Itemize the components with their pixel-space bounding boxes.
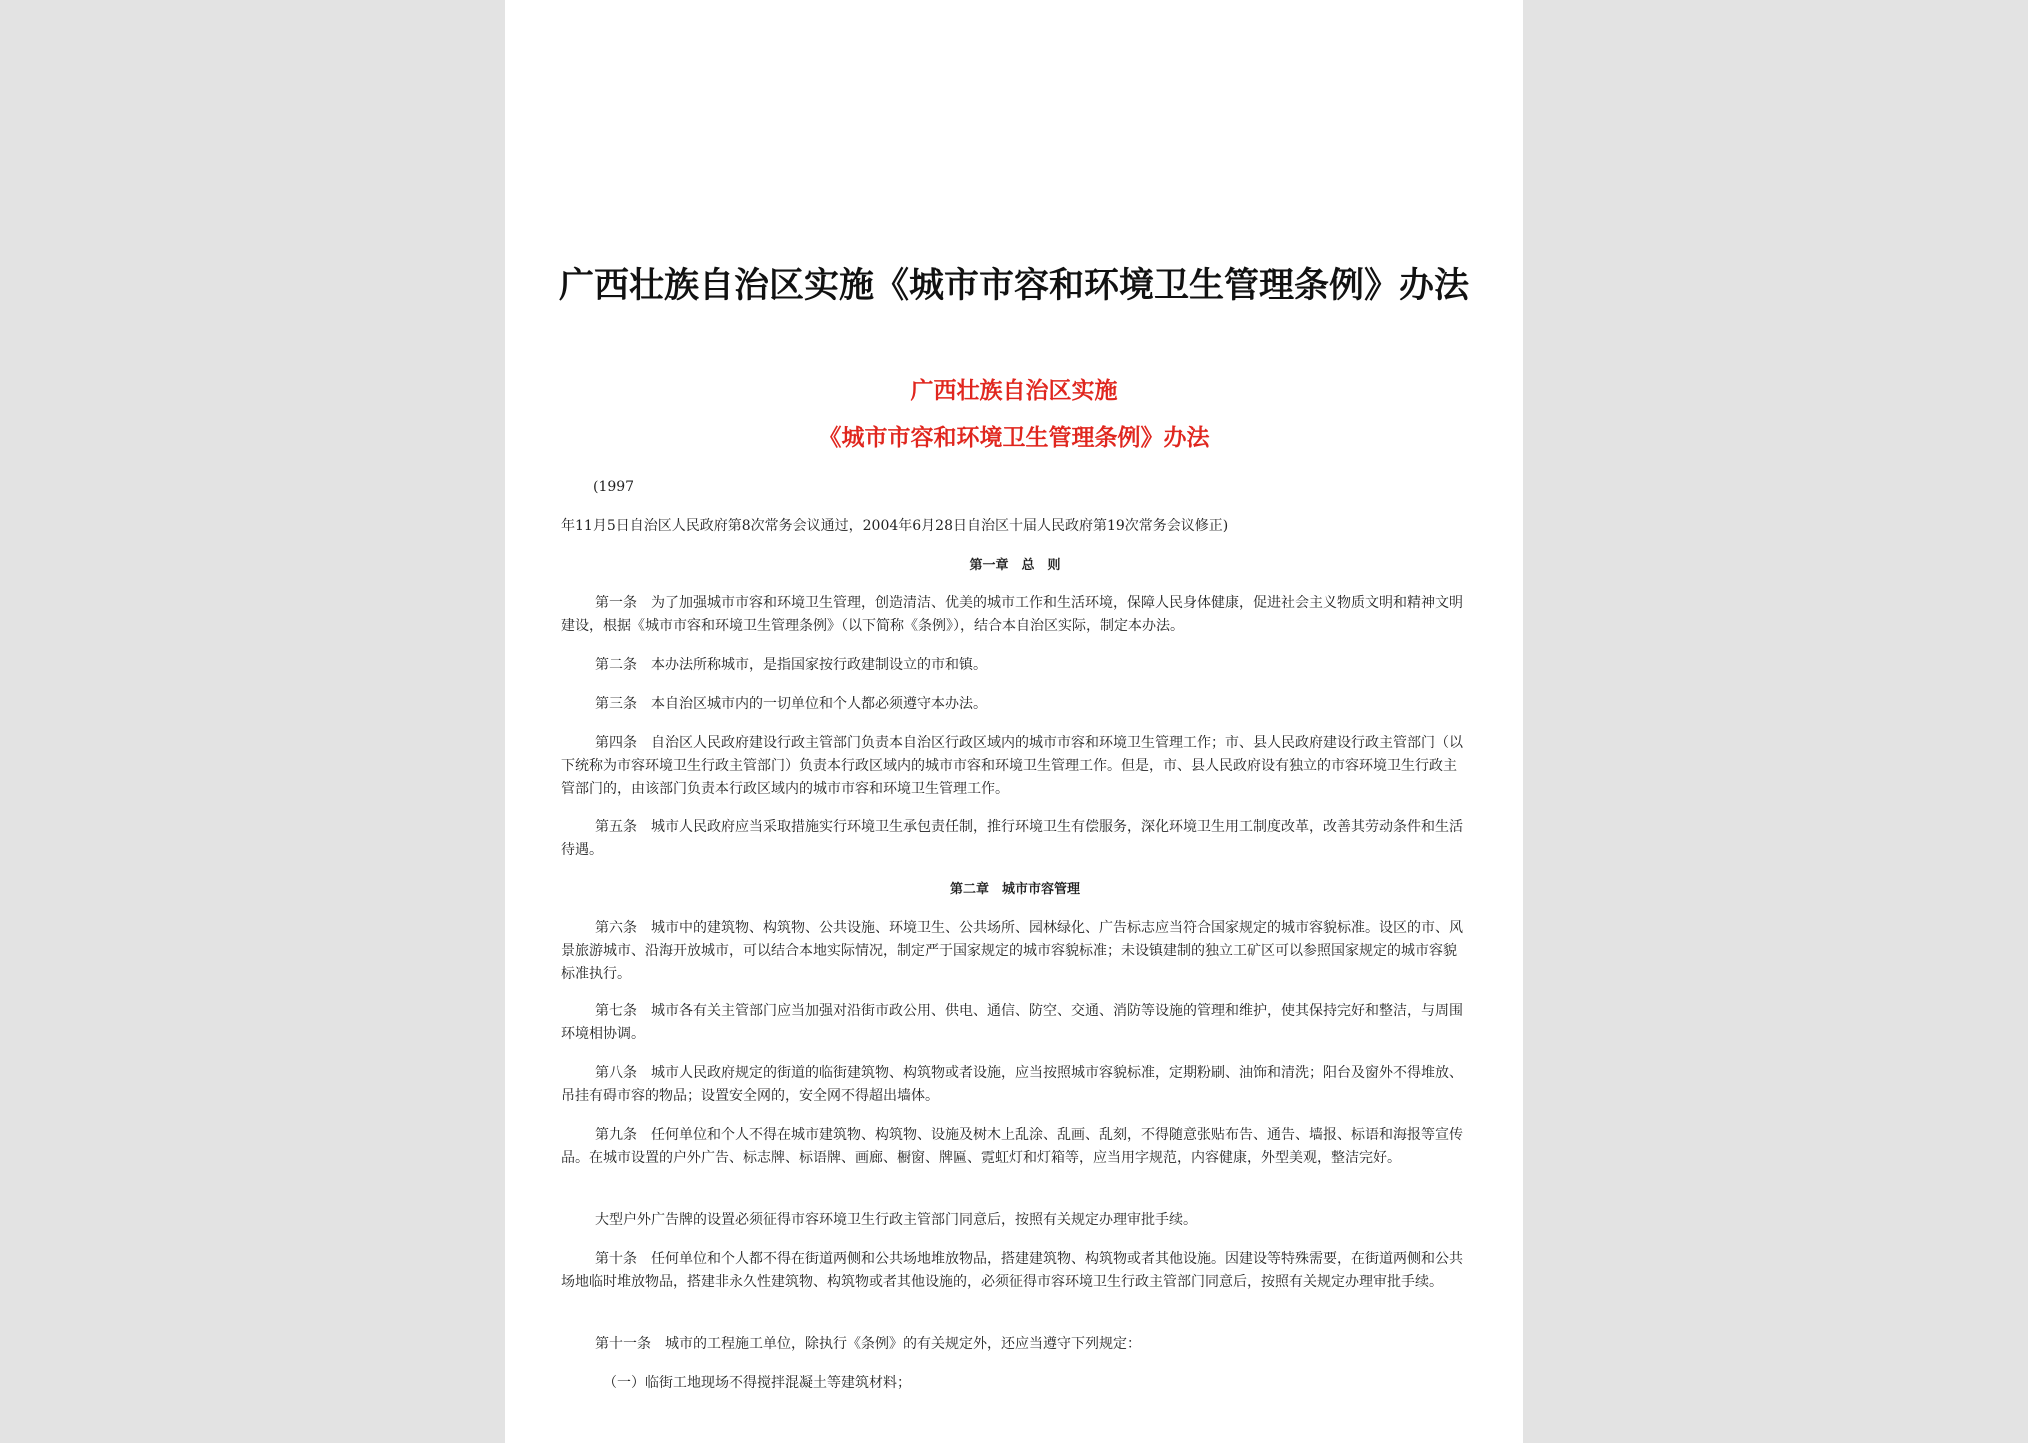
article-7: 第七条 城市各有关主管部门应当加强对沿街市政公用、供电、通信、防空、交通、消防等设施的管理和维护，使其保持完好和整洁，与周围环境相协调。: [561, 1003, 1463, 1042]
subtitle-line-1: 广西壮族自治区实施: [910, 377, 1118, 404]
article-3: 第三条 本自治区城市内的一切单位和个人都必须遵守本办法。: [595, 696, 987, 712]
subtitle-line-2: 《城市市容和环境卫生管理条例》办法: [818, 424, 1210, 451]
article-9-paragraph-2: 大型户外广告牌的设置必须征得市容环境卫生行政主管部门同意后，按照有关规定办理审批手续。: [595, 1212, 1197, 1228]
article-2: 第二条 本办法所称城市，是指国家按行政建制设立的市和镇。: [595, 657, 987, 673]
article-5: 第五条 城市人民政府应当采取措施实行环境卫生承包责任制，推行环境卫生有偿服务，深化环境卫生用工制度改革，改善其劳动条件和生活待遇。: [561, 819, 1463, 858]
article-9: 第九条 任何单位和个人不得在城市建筑物、构筑物、设施及树木上乱涂、乱画、乱刻，不得随意张贴布告、通告、墙报、标语和海报等宣传品。在城市设置的户外广告、标志牌、标语牌、画廊、橱窗、牌匾、霓虹灯和灯箱等，应当用字规范，内容健康，外型美观，整洁完好。: [561, 1127, 1463, 1166]
document-page: [505, 0, 1523, 1443]
article-10: 第十条 任何单位和个人都不得在街道两侧和公共场地堆放物品，搭建建筑物、构筑物或者其他设施。因建设等特殊需要，在街道两侧和公共场地临时堆放物品，搭建非永久性建筑物、构筑物或者其他设施的，必须征得市容环境卫生行政主管部门同意后，按照有关规定办理审批手续。: [561, 1251, 1463, 1290]
adoption-date-open: (1997: [593, 479, 635, 495]
article-6: 第六条 城市中的建筑物、构筑物、公共设施、环境卫生、公共场所、园林绿化、广告标志应当符合国家规定的城市容貌标准。设区的市、风景旅游城市、沿海开放城市，可以结合本地实际情况，制定严于国家规定的城市容貌标准；未设镇建制的独立工矿区可以参照国家规定的城市容貌标准执行。: [561, 920, 1463, 982]
article-1: 第一条 为了加强城市市容和环境卫生管理，创造清洁、优美的城市工作和生活环境，保障人民身体健康，促进社会主义物质文明和精神文明建设，根据《城市市容和环境卫生管理条例》（以下简称《条例》），结合本自治区实际，制定本办法。: [561, 595, 1463, 634]
article-11-item-1: （一）临街工地现场不得搅拌混凝土等建筑材料；: [603, 1375, 911, 1391]
article-11: 第十一条 城市的工程施工单位，除执行《条例》的有关规定外，还应当遵守下列规定：: [595, 1336, 1141, 1352]
chapter-1-heading: 第一章 总 则: [969, 558, 1061, 573]
article-4: 第四条 自治区人民政府建设行政主管部门负责本自治区行政区域内的城市市容和环境卫生管理工作；市、县人民政府建设行政主管部门（以下统称为市容环境卫生行政主管部门）负责本行政区域内的城市市容和环境卫生管理工作。但是，市、县人民政府设有独立的市容环境卫生行政主管部门的，由该部门负责本行政区域内的城市市容和环境卫生管理工作。: [561, 735, 1463, 797]
chapter-2-heading: 第二章 城市市容管理: [949, 882, 1080, 897]
document-title: 广西壮族自治区实施《城市市容和环境卫生管理条例》办法: [558, 265, 1469, 306]
adoption-date-note: 年11月5日自治区人民政府第8次常务会议通过，2004年6月28日自治区十届人民政府第19次常务会议修正): [561, 518, 1229, 534]
article-8: 第八条 城市人民政府规定的街道的临街建筑物、构筑物或者设施，应当按照城市容貌标准，定期粉刷、油饰和清洗；阳台及窗外不得堆放、吊挂有碍市容的物品；设置安全网的，安全网不得超出墙体。: [561, 1065, 1463, 1104]
